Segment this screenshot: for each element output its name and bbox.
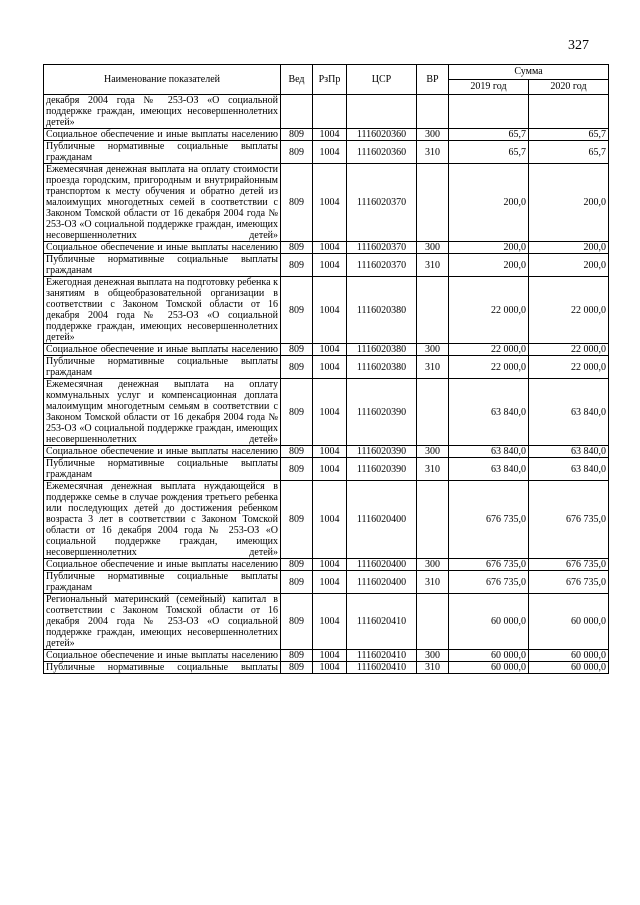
rzpr-cell: 1004 <box>313 242 347 254</box>
sum-2020-cell: 60 000,0 <box>529 594 609 650</box>
vr-cell: 310 <box>417 254 449 277</box>
sum-2019-cell: 60 000,0 <box>449 594 529 650</box>
rzpr-cell: 1004 <box>313 458 347 481</box>
vr-cell: 310 <box>417 458 449 481</box>
table-row <box>44 662 609 674</box>
sum-2020-cell: 60 000,0 <box>529 650 609 662</box>
table-row <box>44 254 609 277</box>
name-cell: Публичные нормативные социальные выплаты гражданам <box>44 141 281 164</box>
ved-cell: 809 <box>281 242 313 254</box>
name-cell: Ежегодная денежная выплата на подготовку ребенка к занятиям в общеобразовательной организации в соответствии с Законом Томской области от 16 декабря 2004 года № 253-ОЗ «О социальной поддержке граждан, имеющих несовершеннолетних детей» <box>44 277 281 344</box>
sum-2020-cell: 60 000,0 <box>529 662 609 674</box>
rzpr-cell: 1004 <box>313 446 347 458</box>
sum-2020-cell: 200,0 <box>529 254 609 277</box>
name-cell: Публичные нормативные социальные выплаты гражданам <box>44 458 281 481</box>
rzpr-cell: 1004 <box>313 277 347 344</box>
sum-2019-cell: 200,0 <box>449 164 529 242</box>
ved-cell: 809 <box>281 344 313 356</box>
rzpr-cell: 1004 <box>313 356 347 379</box>
ved-cell: 809 <box>281 559 313 571</box>
csr-cell: 1116020410 <box>347 650 417 662</box>
ved-cell: 809 <box>281 446 313 458</box>
name-cell: Социальное обеспечение и иные выплаты населению <box>44 650 281 662</box>
col-header-2019: 2019 год <box>449 80 529 95</box>
sum-2019-cell: 63 840,0 <box>449 446 529 458</box>
sum-2019-cell: 60 000,0 <box>449 650 529 662</box>
vr-cell: 310 <box>417 356 449 379</box>
rzpr-cell: 1004 <box>313 650 347 662</box>
csr-cell: 1116020410 <box>347 662 417 674</box>
ved-cell: 809 <box>281 650 313 662</box>
sum-2019-cell: 676 735,0 <box>449 571 529 594</box>
budget-table <box>43 64 609 674</box>
vr-cell <box>417 481 449 559</box>
sum-2020-cell: 22 000,0 <box>529 277 609 344</box>
name-cell: Ежемесячная денежная выплата на оплату стоимости проезда городским, пригородным и внутрирайонным транспортом к месту обучения и обратно детей из малоимущих многодетных семей в соответствии с Законом Томской области от 16 декабря 2004 года № 253-ОЗ «О социальной поддержке граждан, имеющих несовершеннолетних детей» <box>44 164 281 242</box>
name-cell: Ежемесячная денежная выплата нуждающейся в поддержке семье в случае рождения третьего ребенка или последующих детей до достижения ребенком возраста 3 лет в соответствии с Законом Томской области от 16 декабря 2004 года № 253-ОЗ «О социальной поддержке граждан, имеющих несовершеннолетних детей» <box>44 481 281 559</box>
table-row <box>44 242 609 254</box>
ved-cell: 809 <box>281 164 313 242</box>
rzpr-cell: 1004 <box>313 129 347 141</box>
sum-2020-cell: 65,7 <box>529 129 609 141</box>
sum-2019-cell: 200,0 <box>449 254 529 277</box>
sum-2019-cell: 65,7 <box>449 141 529 164</box>
vr-cell: 300 <box>417 446 449 458</box>
table-row <box>44 571 609 594</box>
table-row <box>44 277 609 344</box>
table-row <box>44 344 609 356</box>
sum-2020-cell: 63 840,0 <box>529 458 609 481</box>
table-row <box>44 356 609 379</box>
csr-cell: 1116020370 <box>347 164 417 242</box>
vr-cell: 300 <box>417 242 449 254</box>
sum-2020-cell: 676 735,0 <box>529 571 609 594</box>
col-header-sum: Сумма <box>449 65 609 80</box>
page-number: 327 <box>568 38 589 53</box>
vr-cell: 310 <box>417 141 449 164</box>
rzpr-cell: 1004 <box>313 594 347 650</box>
rzpr-cell: 1004 <box>313 344 347 356</box>
rzpr-cell <box>313 95 347 129</box>
name-cell: Социальное обеспечение и иные выплаты населению <box>44 446 281 458</box>
csr-cell: 1116020390 <box>347 379 417 446</box>
sum-2020-cell: 63 840,0 <box>529 379 609 446</box>
col-header-2020: 2020 год <box>529 80 609 95</box>
col-header-name: Наименование показателей <box>44 65 281 95</box>
sum-2020-cell <box>529 95 609 129</box>
table-row <box>44 446 609 458</box>
csr-cell: 1116020400 <box>347 571 417 594</box>
sum-2019-cell: 22 000,0 <box>449 344 529 356</box>
vr-cell: 300 <box>417 344 449 356</box>
csr-cell: 1116020390 <box>347 458 417 481</box>
sum-2019-cell: 63 840,0 <box>449 379 529 446</box>
name-cell: Ежемесячная денежная выплата на оплату коммунальных услуг и компенсационная доплата малоимущим многодетным семьям в соответствии с Законом Томской области от 16 декабря 2004 года № 253-ОЗ «О социальной поддержке граждан, имеющих несовершеннолетних детей» <box>44 379 281 446</box>
ved-cell: 809 <box>281 379 313 446</box>
vr-cell <box>417 95 449 129</box>
name-cell: Публичные нормативные социальные выплаты <box>44 662 281 674</box>
name-cell: Публичные нормативные социальные выплаты гражданам <box>44 571 281 594</box>
name-cell: Региональный материнский (семейный) капитал в соответствии с Законом Томской области от 16 декабря 2004 года № 253-ОЗ «О социальной поддержке граждан, имеющих несовершеннолетних детей» <box>44 594 281 650</box>
vr-cell: 300 <box>417 559 449 571</box>
sum-2020-cell: 22 000,0 <box>529 356 609 379</box>
sum-2020-cell: 22 000,0 <box>529 344 609 356</box>
ved-cell <box>281 95 313 129</box>
table-row <box>44 95 609 129</box>
ved-cell: 809 <box>281 356 313 379</box>
csr-cell: 1116020380 <box>347 344 417 356</box>
vr-cell <box>417 379 449 446</box>
csr-cell: 1116020360 <box>347 129 417 141</box>
table-row <box>44 559 609 571</box>
vr-cell: 310 <box>417 662 449 674</box>
vr-cell: 300 <box>417 129 449 141</box>
csr-cell <box>347 95 417 129</box>
ved-cell: 809 <box>281 141 313 164</box>
sum-2020-cell: 200,0 <box>529 164 609 242</box>
rzpr-cell: 1004 <box>313 379 347 446</box>
sum-2019-cell: 676 735,0 <box>449 481 529 559</box>
ved-cell: 809 <box>281 594 313 650</box>
csr-cell: 1116020410 <box>347 594 417 650</box>
sum-2020-cell: 676 735,0 <box>529 559 609 571</box>
rzpr-cell: 1004 <box>313 254 347 277</box>
ved-cell: 809 <box>281 481 313 559</box>
rzpr-cell: 1004 <box>313 662 347 674</box>
rzpr-cell: 1004 <box>313 571 347 594</box>
rzpr-cell: 1004 <box>313 481 347 559</box>
csr-cell: 1116020380 <box>347 277 417 344</box>
sum-2019-cell: 65,7 <box>449 129 529 141</box>
header-row <box>44 65 609 80</box>
csr-cell: 1116020370 <box>347 242 417 254</box>
table-row <box>44 379 609 446</box>
csr-cell: 1116020370 <box>347 254 417 277</box>
name-cell: Социальное обеспечение и иные выплаты населению <box>44 559 281 571</box>
vr-cell <box>417 164 449 242</box>
name-cell: декабря 2004 года № 253-ОЗ «О социальной поддержке граждан, имеющих несовершеннолетних детей» <box>44 95 281 129</box>
sum-2020-cell: 65,7 <box>529 141 609 164</box>
col-header-vr: ВР <box>417 65 449 95</box>
table-row <box>44 129 609 141</box>
ved-cell: 809 <box>281 277 313 344</box>
rzpr-cell: 1004 <box>313 164 347 242</box>
table-row <box>44 458 609 481</box>
csr-cell: 1116020380 <box>347 356 417 379</box>
vr-cell: 300 <box>417 650 449 662</box>
ved-cell: 809 <box>281 129 313 141</box>
table-row <box>44 650 609 662</box>
name-cell: Социальное обеспечение и иные выплаты населению <box>44 344 281 356</box>
sum-2019-cell: 22 000,0 <box>449 277 529 344</box>
csr-cell: 1116020360 <box>347 141 417 164</box>
ved-cell: 809 <box>281 662 313 674</box>
name-cell: Публичные нормативные социальные выплаты гражданам <box>44 254 281 277</box>
sum-2020-cell: 676 735,0 <box>529 481 609 559</box>
sum-2019-cell: 200,0 <box>449 242 529 254</box>
sum-2020-cell: 63 840,0 <box>529 446 609 458</box>
vr-cell <box>417 277 449 344</box>
name-cell: Публичные нормативные социальные выплаты гражданам <box>44 356 281 379</box>
table-row <box>44 141 609 164</box>
ved-cell: 809 <box>281 254 313 277</box>
col-header-ved: Вед <box>281 65 313 95</box>
name-cell: Социальное обеспечение и иные выплаты населению <box>44 129 281 141</box>
ved-cell: 809 <box>281 458 313 481</box>
sum-2019-cell <box>449 95 529 129</box>
sum-2019-cell: 676 735,0 <box>449 559 529 571</box>
sum-2019-cell: 63 840,0 <box>449 458 529 481</box>
vr-cell <box>417 594 449 650</box>
col-header-rzpr: РзПр <box>313 65 347 95</box>
name-cell: Социальное обеспечение и иные выплаты населению <box>44 242 281 254</box>
vr-cell: 310 <box>417 571 449 594</box>
ved-cell: 809 <box>281 571 313 594</box>
table-row <box>44 481 609 559</box>
csr-cell: 1116020400 <box>347 559 417 571</box>
col-header-csr: ЦСР <box>347 65 417 95</box>
sum-2020-cell: 200,0 <box>529 242 609 254</box>
rzpr-cell: 1004 <box>313 559 347 571</box>
sum-2019-cell: 22 000,0 <box>449 356 529 379</box>
sum-2019-cell: 60 000,0 <box>449 662 529 674</box>
table-row <box>44 164 609 242</box>
csr-cell: 1116020400 <box>347 481 417 559</box>
csr-cell: 1116020390 <box>347 446 417 458</box>
table-row <box>44 594 609 650</box>
rzpr-cell: 1004 <box>313 141 347 164</box>
